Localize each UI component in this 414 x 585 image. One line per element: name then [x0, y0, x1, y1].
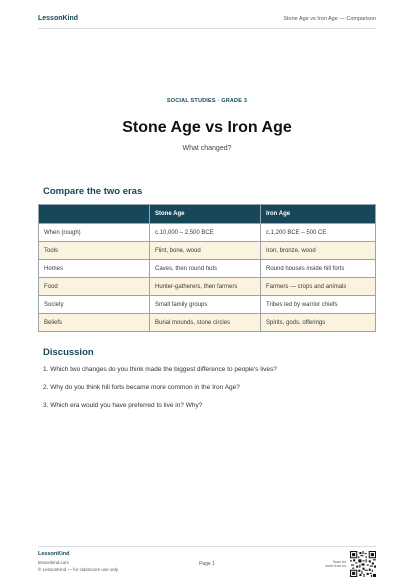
stone-age-cell: Hunter-gatherers, then farmers	[150, 278, 261, 296]
iron-age-cell: Iron, bronze, wood	[261, 242, 376, 260]
discussion-heading: Discussion	[43, 347, 94, 358]
row-label: Tools	[39, 242, 150, 260]
qr-caption-line: Scan for	[332, 560, 346, 564]
stone-age-cell: Caves, then round huts	[150, 260, 261, 278]
iron-age-cell: Spirits, gods, offerings	[261, 314, 376, 332]
footer-copyright: © LessonKind — for classroom use only	[38, 567, 119, 572]
table-row	[39, 260, 376, 278]
stone-age-cell: Small family groups	[150, 296, 261, 314]
row-label: Society	[39, 296, 150, 314]
subject-grade-label: SOCIAL STUDIES · GRADE 3	[166, 98, 248, 104]
comparison-table	[38, 204, 376, 332]
page-subtitle: What changed?	[182, 145, 232, 152]
table-header-row	[39, 205, 376, 224]
column-header-iron-age: Iron Age	[261, 205, 376, 224]
column-header-label	[39, 205, 150, 224]
page-number: Page 1	[199, 561, 215, 567]
row-label: Beliefs	[39, 314, 150, 332]
column-header-stone-age: Stone Age	[150, 205, 261, 224]
document-title: Stone Age vs Iron Age — Comparison	[283, 16, 376, 22]
table-row	[39, 296, 376, 314]
row-label: When (rough)	[39, 224, 150, 242]
stone-age-cell: Flint, bone, wood	[150, 242, 261, 260]
discussion-questions	[43, 365, 373, 419]
qr-caption	[312, 560, 346, 568]
table-row	[39, 314, 376, 332]
discussion-question: 1. Which two changes do you think made the biggest difference to people's lives?	[43, 366, 277, 373]
discussion-question: 3. Which era would you have preferred to live in? Why?	[43, 402, 203, 409]
iron-age-cell: c.1,200 BCE – 500 CE	[261, 224, 376, 242]
brand-logo-text: LessonKind	[38, 15, 79, 22]
page-header	[38, 14, 376, 29]
discussion-question: 2. Why do you think hill forts became more common in the Iron Age?	[43, 384, 240, 391]
page-title: Stone Age vs Iron Age	[122, 119, 292, 136]
iron-age-cell: Tribes led by warrior chiefs	[261, 296, 376, 314]
iron-age-cell: Farmers — crops and animals	[261, 278, 376, 296]
qr-caption-line: more from us	[325, 564, 346, 569]
row-label: Homes	[39, 260, 150, 278]
table-row	[39, 278, 376, 296]
stone-age-cell: c.10,000 – 2,500 BCE	[150, 224, 261, 242]
iron-age-cell: Round houses inside hill forts	[261, 260, 376, 278]
footer-brand: LessonKind	[38, 551, 70, 557]
stone-age-cell: Burial mounds, stone circles	[150, 314, 261, 332]
footer-url: lessonkind.com	[38, 560, 70, 565]
table-row	[39, 224, 376, 242]
table-row	[39, 242, 376, 260]
row-label: Food	[39, 278, 150, 296]
compare-heading: Compare the two eras	[43, 186, 143, 197]
qr-code-icon	[350, 551, 376, 577]
page-footer	[38, 546, 376, 579]
